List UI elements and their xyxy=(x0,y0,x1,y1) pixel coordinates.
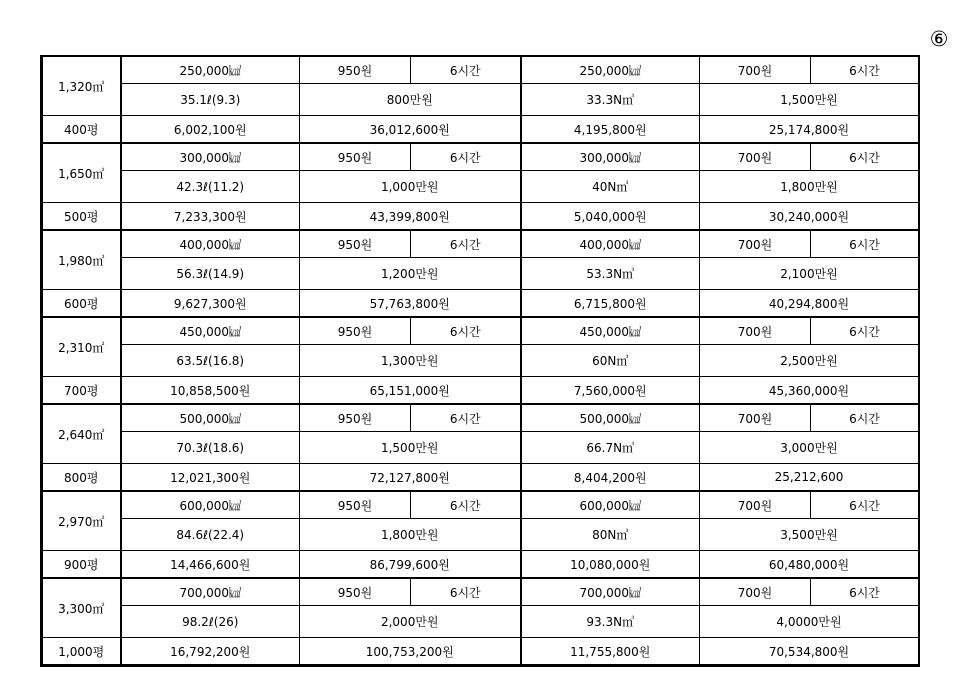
total-cost-a-cell: 57,763,800원 xyxy=(300,290,521,318)
gas-usage-cell: 33.3N㎥ xyxy=(521,84,700,116)
area-pyeong-cell: 500평 xyxy=(43,203,121,231)
hours-b-cell: 6시간 xyxy=(811,143,919,171)
table-row xyxy=(43,638,919,665)
boiler-capacity-cell: 500,000㎉ xyxy=(121,404,300,432)
unit-price-b-cell: 700원 xyxy=(700,143,811,171)
area-sqm-cell: 1,650㎡ xyxy=(43,143,121,203)
area-sqm-cell: 1,320㎡ xyxy=(43,57,121,116)
boiler-capacity-cell: 250,000㎉ xyxy=(121,57,300,84)
table-row xyxy=(43,377,919,405)
table-row xyxy=(43,464,919,492)
area-sqm-cell: 2,970㎡ xyxy=(43,491,121,551)
area-sqm-cell: 2,310㎡ xyxy=(43,317,121,377)
install-cost-a-cell: 1,200만원 xyxy=(300,258,521,290)
capacity-b-cell: 500,000㎉ xyxy=(521,404,700,432)
total-cost-a-cell: 100,753,200원 xyxy=(300,638,521,665)
hours-a-cell: 6시간 xyxy=(411,578,521,606)
operating-cost-a-cell: 14,466,600원 xyxy=(121,551,300,579)
gas-usage-cell: 93.3N㎥ xyxy=(521,606,700,638)
area-pyeong-cell: 900평 xyxy=(43,551,121,579)
unit-price-a-cell: 950원 xyxy=(300,317,411,345)
boiler-capacity-cell: 700,000㎉ xyxy=(121,578,300,606)
capacity-b-cell: 300,000㎉ xyxy=(521,143,700,171)
hours-a-cell: 6시간 xyxy=(411,57,521,84)
total-cost-a-cell: 43,399,800원 xyxy=(300,203,521,231)
hours-b-cell: 6시간 xyxy=(811,317,919,345)
page-number: ⑥ xyxy=(929,27,949,51)
total-cost-a-cell: 72,127,800원 xyxy=(300,464,521,492)
area-pyeong-cell: 800평 xyxy=(43,464,121,492)
install-cost-b-cell: 3,500만원 xyxy=(700,519,919,551)
gas-usage-cell: 60N㎥ xyxy=(521,345,700,377)
total-cost-b-cell: 40,294,800원 xyxy=(700,290,919,318)
fuel-usage-cell: 84.6ℓ(22.4) xyxy=(121,519,300,551)
operating-cost-a-cell: 9,627,300원 xyxy=(121,290,300,318)
boiler-capacity-cell: 600,000㎉ xyxy=(121,491,300,519)
table-row xyxy=(43,57,919,84)
fuel-usage-cell: 42.3ℓ(11.2) xyxy=(121,171,300,203)
gas-usage-cell: 40N㎥ xyxy=(521,171,700,203)
table-row xyxy=(43,491,919,519)
hours-b-cell: 6시간 xyxy=(811,404,919,432)
hours-a-cell: 6시간 xyxy=(411,230,521,258)
table-row xyxy=(43,143,919,171)
operating-cost-b-cell: 4,195,800원 xyxy=(521,116,700,144)
unit-price-b-cell: 700원 xyxy=(700,230,811,258)
hours-a-cell: 6시간 xyxy=(411,491,521,519)
operating-cost-a-cell: 6,002,100원 xyxy=(121,116,300,144)
area-pyeong-cell: 600평 xyxy=(43,290,121,318)
area-sqm-cell: 1,980㎡ xyxy=(43,230,121,290)
hours-b-cell: 6시간 xyxy=(811,491,919,519)
boiler-capacity-cell: 300,000㎉ xyxy=(121,143,300,171)
area-sqm-cell: 2,640㎡ xyxy=(43,404,121,464)
install-cost-a-cell: 1,300만원 xyxy=(300,345,521,377)
unit-price-a-cell: 950원 xyxy=(300,143,411,171)
hours-a-cell: 6시간 xyxy=(411,317,521,345)
capacity-b-cell: 250,000㎉ xyxy=(521,57,700,84)
unit-price-b-cell: 700원 xyxy=(700,317,811,345)
boiler-capacity-cell: 400,000㎉ xyxy=(121,230,300,258)
install-cost-a-cell: 1,500만원 xyxy=(300,432,521,464)
unit-price-b-cell: 700원 xyxy=(700,578,811,606)
unit-price-a-cell: 950원 xyxy=(300,491,411,519)
fuel-usage-cell: 70.3ℓ(18.6) xyxy=(121,432,300,464)
install-cost-a-cell: 2,000만원 xyxy=(300,606,521,638)
fuel-usage-cell: 63.5ℓ(16.8) xyxy=(121,345,300,377)
operating-cost-b-cell: 6,715,800원 xyxy=(521,290,700,318)
unit-price-a-cell: 950원 xyxy=(300,57,411,84)
fuel-usage-cell: 56.3ℓ(14.9) xyxy=(121,258,300,290)
table-row xyxy=(43,404,919,432)
operating-cost-a-cell: 7,233,300원 xyxy=(121,203,300,231)
table-row xyxy=(43,551,919,579)
boiler-capacity-cell: 450,000㎉ xyxy=(121,317,300,345)
unit-price-a-cell: 950원 xyxy=(300,404,411,432)
unit-price-b-cell: 700원 xyxy=(700,57,811,84)
total-cost-a-cell: 86,799,600원 xyxy=(300,551,521,579)
install-cost-b-cell: 2,500만원 xyxy=(700,345,919,377)
table-row xyxy=(43,203,919,231)
total-cost-b-cell: 70,534,800원 xyxy=(700,638,919,665)
capacity-b-cell: 700,000㎉ xyxy=(521,578,700,606)
operating-cost-b-cell: 11,755,800원 xyxy=(521,638,700,665)
table-row xyxy=(43,290,919,318)
area-sqm-cell: 3,300㎡ xyxy=(43,578,121,638)
table-row xyxy=(43,606,919,638)
install-cost-a-cell: 800만원 xyxy=(300,84,521,116)
operating-cost-a-cell: 16,792,200원 xyxy=(121,638,300,665)
install-cost-b-cell: 1,800만원 xyxy=(700,171,919,203)
fuel-usage-cell: 35.1ℓ(9.3) xyxy=(121,84,300,116)
operating-cost-a-cell: 12,021,300원 xyxy=(121,464,300,492)
capacity-b-cell: 450,000㎉ xyxy=(521,317,700,345)
install-cost-b-cell: 1,500만원 xyxy=(700,84,919,116)
fuel-usage-cell: 98.2ℓ(26) xyxy=(121,606,300,638)
hours-b-cell: 6시간 xyxy=(811,578,919,606)
table-row xyxy=(43,230,919,258)
gas-usage-cell: 80N㎥ xyxy=(521,519,700,551)
total-cost-a-cell: 65,151,000원 xyxy=(300,377,521,405)
gas-usage-cell: 53.3N㎥ xyxy=(521,258,700,290)
area-pyeong-cell: 400평 xyxy=(43,116,121,144)
hours-a-cell: 6시간 xyxy=(411,404,521,432)
hours-b-cell: 6시간 xyxy=(811,57,919,84)
table-body xyxy=(43,57,919,665)
table-row xyxy=(43,116,919,144)
table-row xyxy=(43,317,919,345)
unit-price-b-cell: 700원 xyxy=(700,491,811,519)
operating-cost-b-cell: 5,040,000원 xyxy=(521,203,700,231)
area-pyeong-cell: 700평 xyxy=(43,377,121,405)
operating-cost-b-cell: 10,080,000원 xyxy=(521,551,700,579)
table-row xyxy=(43,258,919,290)
total-cost-a-cell: 36,012,600원 xyxy=(300,116,521,144)
install-cost-b-cell: 3,000만원 xyxy=(700,432,919,464)
install-cost-a-cell: 1,000만원 xyxy=(300,171,521,203)
table-row xyxy=(43,345,919,377)
install-cost-b-cell: 2,100만원 xyxy=(700,258,919,290)
operating-cost-b-cell: 8,404,200원 xyxy=(521,464,700,492)
unit-price-a-cell: 950원 xyxy=(300,230,411,258)
table-row xyxy=(43,171,919,203)
operating-cost-a-cell: 10,858,500원 xyxy=(121,377,300,405)
area-pyeong-cell: 1,000평 xyxy=(43,638,121,665)
hours-b-cell: 6시간 xyxy=(811,230,919,258)
cost-comparison-table xyxy=(40,55,920,667)
unit-price-b-cell: 700원 xyxy=(700,404,811,432)
total-cost-b-cell: 25,212,600 xyxy=(700,464,919,492)
install-cost-a-cell: 1,800만원 xyxy=(300,519,521,551)
total-cost-b-cell: 30,240,000원 xyxy=(700,203,919,231)
total-cost-b-cell: 60,480,000원 xyxy=(700,551,919,579)
table-row xyxy=(43,432,919,464)
table-row xyxy=(43,84,919,116)
table-row xyxy=(43,578,919,606)
gas-usage-cell: 66.7N㎥ xyxy=(521,432,700,464)
operating-cost-b-cell: 7,560,000원 xyxy=(521,377,700,405)
capacity-b-cell: 600,000㎉ xyxy=(521,491,700,519)
capacity-b-cell: 400,000㎉ xyxy=(521,230,700,258)
total-cost-b-cell: 25,174,800원 xyxy=(700,116,919,144)
total-cost-b-cell: 45,360,000원 xyxy=(700,377,919,405)
install-cost-b-cell: 4,0000만원 xyxy=(700,606,919,638)
unit-price-a-cell: 950원 xyxy=(300,578,411,606)
table-row xyxy=(43,519,919,551)
hours-a-cell: 6시간 xyxy=(411,143,521,171)
